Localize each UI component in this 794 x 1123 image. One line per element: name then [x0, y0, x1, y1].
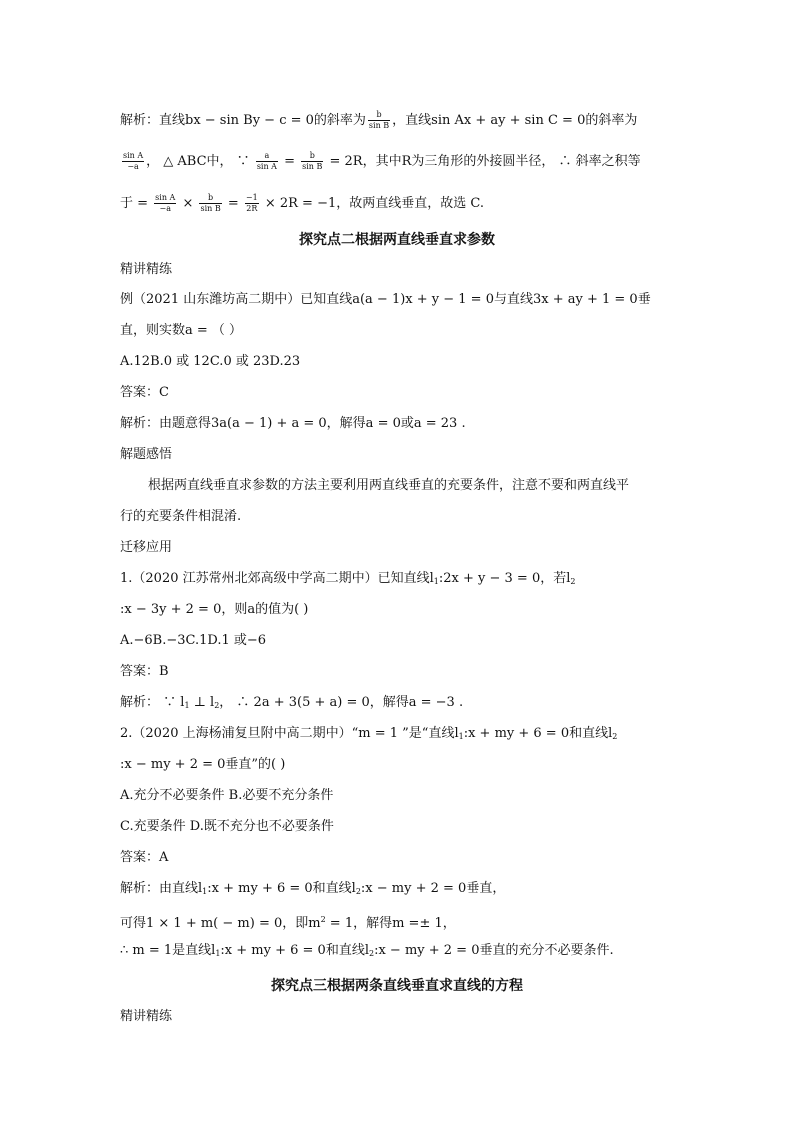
question-2-solution: [120, 942, 614, 963]
example-question: 直，则实数a = （ ）: [120, 323, 243, 338]
insight-title: 解题感悟: [120, 447, 173, 462]
numerator: b: [368, 110, 390, 121]
insight-text: 行的充要条件相混淆.: [120, 509, 242, 524]
example-solution: 解析：由题意得3a(a − 1) + a = 0，解得a = 0或a = 23 .: [120, 416, 466, 431]
denominator: sin B: [302, 162, 323, 171]
subscript: 1: [202, 887, 208, 896]
solution-line: [120, 193, 484, 214]
subscript: 1: [215, 949, 221, 958]
denominator: sin B: [200, 204, 221, 213]
text: 于 =: [120, 196, 153, 211]
solution-line: [120, 110, 637, 131]
text: 可得1 × 1 + m( − m) = 0，即m: [120, 916, 321, 931]
text: ， △ ABC中， ∵: [146, 154, 254, 169]
text: :2x + y − 3 = 0，若l: [438, 571, 571, 586]
text: :x − my + 2 = 0垂直，: [360, 881, 506, 896]
numerator: a: [256, 151, 278, 162]
numerator: −1: [245, 193, 258, 202]
example-options: A.12B.0 或 12C.0 或 23D.23: [120, 354, 301, 369]
numerator: b: [301, 151, 323, 162]
question-1-options: A.−6B.−3C.1D.1 或−6: [120, 633, 267, 648]
subscript: 2: [214, 701, 220, 710]
subsection-title: 精讲精练: [120, 262, 173, 277]
section-heading: 探究点二根据两直线垂直求参数: [299, 232, 495, 248]
fraction: [301, 151, 323, 172]
question-1-answer: 答案：B: [120, 664, 169, 679]
fraction: [122, 151, 144, 172]
subscript: 2: [570, 577, 576, 586]
text: 解析： ∵ l: [120, 695, 185, 710]
section-heading: 探究点三根据两条直线垂直求直线的方程: [271, 978, 523, 994]
text: ， ∴ 2a + 3(5 + a) = 0，解得a = −3 .: [219, 695, 464, 710]
question-1-solution: [120, 694, 463, 715]
question-2: [120, 725, 617, 746]
question-2-solution: [120, 880, 505, 901]
text: × 2R = −1，故两直线垂直，故选 C.: [260, 196, 484, 211]
text: 2.（2020 上海杨浦复旦附中高二期中）“m = 1 ”是“直线l: [120, 726, 459, 741]
example-question: 例（2021 山东潍坊高二期中）已知直线a(a − 1)x + y − 1 = 0与直线3x + ay + 1 = 0垂: [120, 292, 651, 307]
fraction: [245, 193, 259, 214]
question-2-solution: [120, 911, 456, 933]
text: :x − my + 2 = 0垂直的充分不必要条件.: [374, 943, 614, 958]
text: 解析：直线bx − sin By − c = 0的斜率为: [120, 113, 366, 128]
numerator: b: [199, 193, 221, 204]
denominator: 2R: [246, 204, 258, 213]
fraction: [368, 110, 390, 131]
fraction: [154, 193, 176, 214]
insight-text: 根据两直线垂直求参数的方法主要利用两直线垂直的充要条件，注意不要和两直线平: [148, 478, 630, 493]
text: =: [279, 154, 300, 169]
subscript: 1: [458, 732, 464, 741]
transfer-title: 迁移应用: [120, 540, 173, 555]
text: ，直线sin Ax + ay + sin C = 0的斜率为: [392, 113, 638, 128]
solution-line: [120, 151, 641, 172]
question-1: [120, 570, 575, 591]
numerator: sin A: [155, 193, 176, 202]
text: 解析：由直线l: [120, 881, 203, 896]
question-2-cont: :x − my + 2 = 0垂直”的( ): [120, 757, 286, 772]
fraction: [199, 193, 221, 214]
denominator: sin A: [256, 162, 277, 171]
text: :x + my + 6 = 0和直线l: [220, 943, 369, 958]
denominator: sin B: [368, 121, 390, 130]
numerator: sin A: [123, 151, 144, 160]
text: :x + my + 6 = 0和直线l: [463, 726, 613, 741]
text: 1.（2020 江苏常州北郊高级中学高二期中）已知直线l: [120, 571, 434, 586]
subsection-title: 精讲精练: [120, 1009, 173, 1024]
question-2-options: A.充分不必要条件 B.必要不充分条件: [120, 788, 334, 803]
question-1-cont: :x − 3y + 2 = 0，则a的值为( ): [120, 602, 309, 617]
text: = 2R，其中R为三角形的外接圆半径， ∴ 斜率之积等: [325, 154, 641, 169]
question-2-answer: 答案：A: [120, 850, 169, 865]
fraction: [256, 151, 278, 172]
example-answer: 答案：C: [120, 385, 169, 400]
subscript: 1: [433, 577, 439, 586]
question-2-options: C.充要条件 D.既不充分也不必要条件: [120, 819, 334, 834]
denominator: −a: [127, 162, 139, 171]
text: :x + my + 6 = 0和直线l: [207, 881, 356, 896]
text: =: [223, 196, 243, 211]
text: ∴ m = 1是直线l: [120, 943, 216, 958]
text: = 1，解得m =± 1，: [325, 916, 456, 931]
subscript: 1: [184, 701, 190, 710]
text: ⊥ l: [189, 695, 215, 710]
subscript: 2: [355, 887, 361, 896]
superscript: 2: [320, 915, 326, 924]
subscript: 2: [368, 949, 375, 958]
denominator: −a: [159, 204, 171, 213]
text: ×: [178, 196, 198, 211]
subscript: 2: [612, 732, 618, 741]
